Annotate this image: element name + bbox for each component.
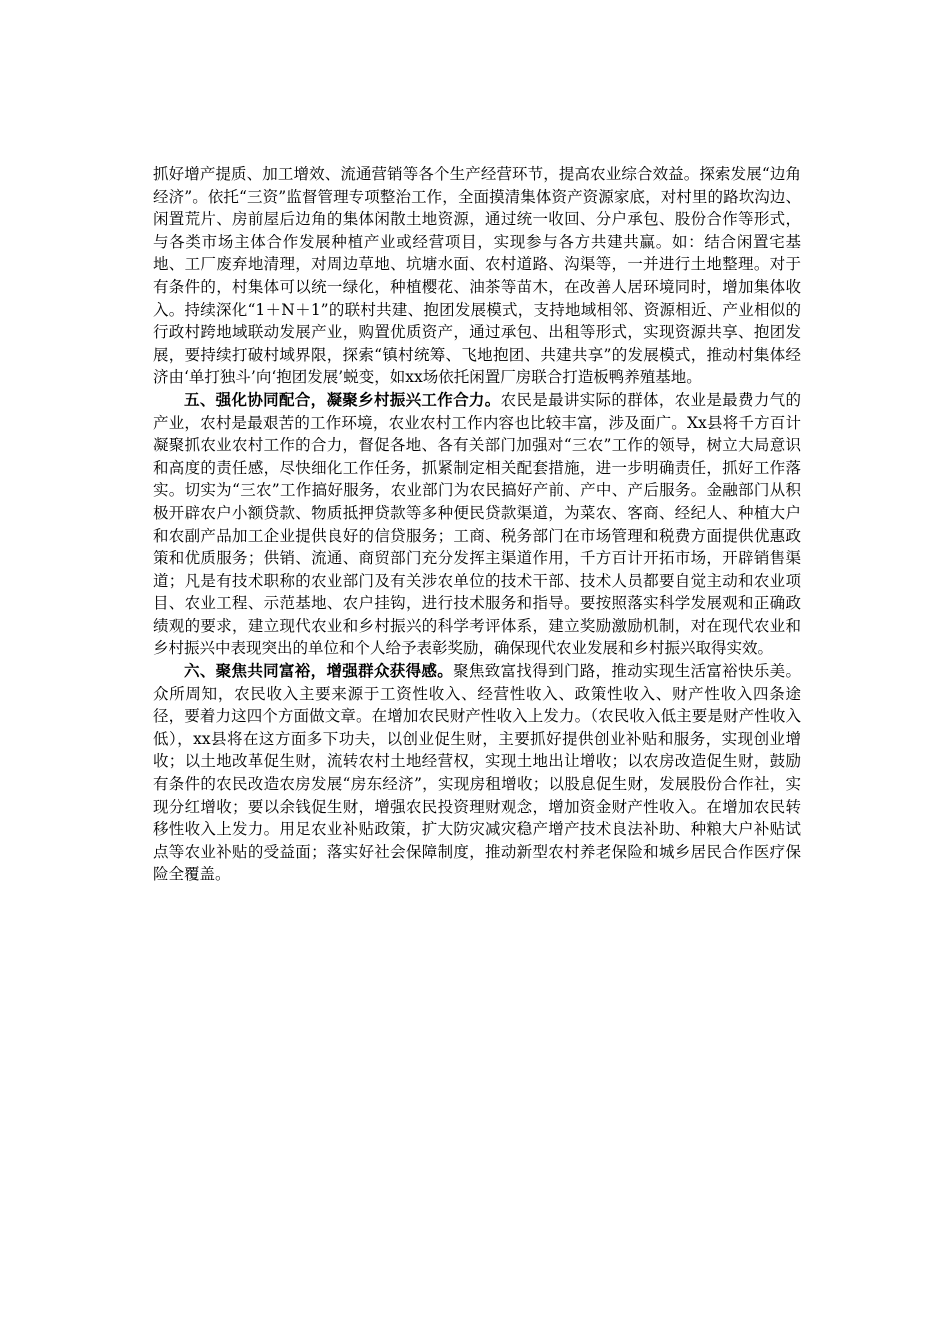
paragraph-text: 聚焦致富找得到门路，推动实现生活富裕快乐美。众所周知，农民收入主要来源于工资性收入、经营性收入、政策性收入、财产性收入四条途径，要着力这四个方面做文章。在增加农民财产性收入上发力。（农民收入低主要是财产性收入低），xx县将在这方面多下功夫，以创业促生财，主要抓好提供创业补贴和服务，实现创业增收；以土地改革促生财，流转农村土地经营权，实现土地出让增收；以农房改造促生财，鼓励有条件的农民改造农房发展“房东经济”，实现房租增收；以股息促生财，发展股份合作社，实现分红增收；要以余钱促生财，增强农民投资理财观念，增加资金财产性收入。在增加农民转移性收入上发力。用足农业补贴政策，扩大防灾减灾稳产增产技术良法补助、种粮大户补贴试点等农业补贴的受益面；落实好社会保障制度，推动新型农村养老保险和城乡居民合作医疗保险全覆盖。 <box>153 662 801 884</box>
paragraph-text: 农民是最讲实际的群体，农业是最费力气的产业，农村是最艰苦的工作环境，农业农村工作内容也比较丰富，涉及面广。Xx县将千方百计凝聚抓农业农村工作的合力，督促各地、各有关部门加强对“三农”工作的领导，树立大局意识和高度的责任感，尽快细化工作任务，抓紧制定相关配套措施，进一步明确责任，抓好工作落实。切实为“三农”工作搞好服务，农业部门为农民搞好产前、产中、产后服务。金融部门从积极开辟农户小额贷款、物质抵押贷款等多种便民贷款渠道，为菜农、客商、经纪人、种植大户和农副产品加工企业提供良好的信贷服务；工商、税务部门在市场管理和税费方面提供优惠政策和优质服务；供销、流通、商贸部门充分发挥主渠道作用，千方百计开拓市场，开辟销售渠道；凡是有技术职称的农业部门及有关涉农单位的技术干部、技术人员都要自觉主动和农业项目、农业工程、示范基地、农户挂钩，进行技术服务和指导。要按照落实科学发展观和正确政绩观的要求，建立现代农业和乡村振兴的科学考评体系，建立奖励激励机制，对在现代农业和乡村振兴中表现突出的单位和个人给予表彰奖励，确保现代农业发展和乡村振兴取得实效。 <box>153 390 801 658</box>
paragraph-section-five <box>153 389 801 660</box>
paragraph-continuation <box>153 163 801 389</box>
section-heading: 六、聚焦共同富裕，增强群众获得感。 <box>184 661 454 681</box>
section-heading: 五、强化协同配合，凝聚乡村振兴工作合力。 <box>184 389 501 409</box>
paragraph-text: 抓好增产提质、加工增效、流通营销等各个生产经营环节，提高农业综合效益。探索发展“边角经济”。依托“三资”监督管理专项整治工作，全面摸清集体资产资源家底，对村里的路坎沟边、闲置荒片、房前屋后边角的集体闲散土地资源，通过统一收回、分户承包、股份合作等形式，与各类市场主体合作发展种植产业或经营项目，实现参与各方共建共赢。如：结合闲置宅基地、工厂废弃地清理，对周边草地、坑塘水面、农村道路、沟渠等，一并进行土地整理。对于有条件的，村集体可以统一绿化，种植樱花、油茶等苗木，在改善人居环境同时，增加集体收入。持续深化“1＋N＋1”的联村共建、抱团发展模式，支持地域相邻、资源相近、产业相似的行政村跨地域联动发展产业，购置优质资产，通过承包、出租等形式，实现资源共享、抱团发展，要持续打破村域界限，探索“镇村统筹、飞地抱团、共建共享”的发展模式，推动村集体经济由‘单打独斗’向‘抱团发展’蜕变，如xx场依托闲置厂房联合打造板鸭养殖基地。 <box>153 165 801 387</box>
paragraph-section-six <box>153 660 801 886</box>
document-page <box>153 163 801 886</box>
